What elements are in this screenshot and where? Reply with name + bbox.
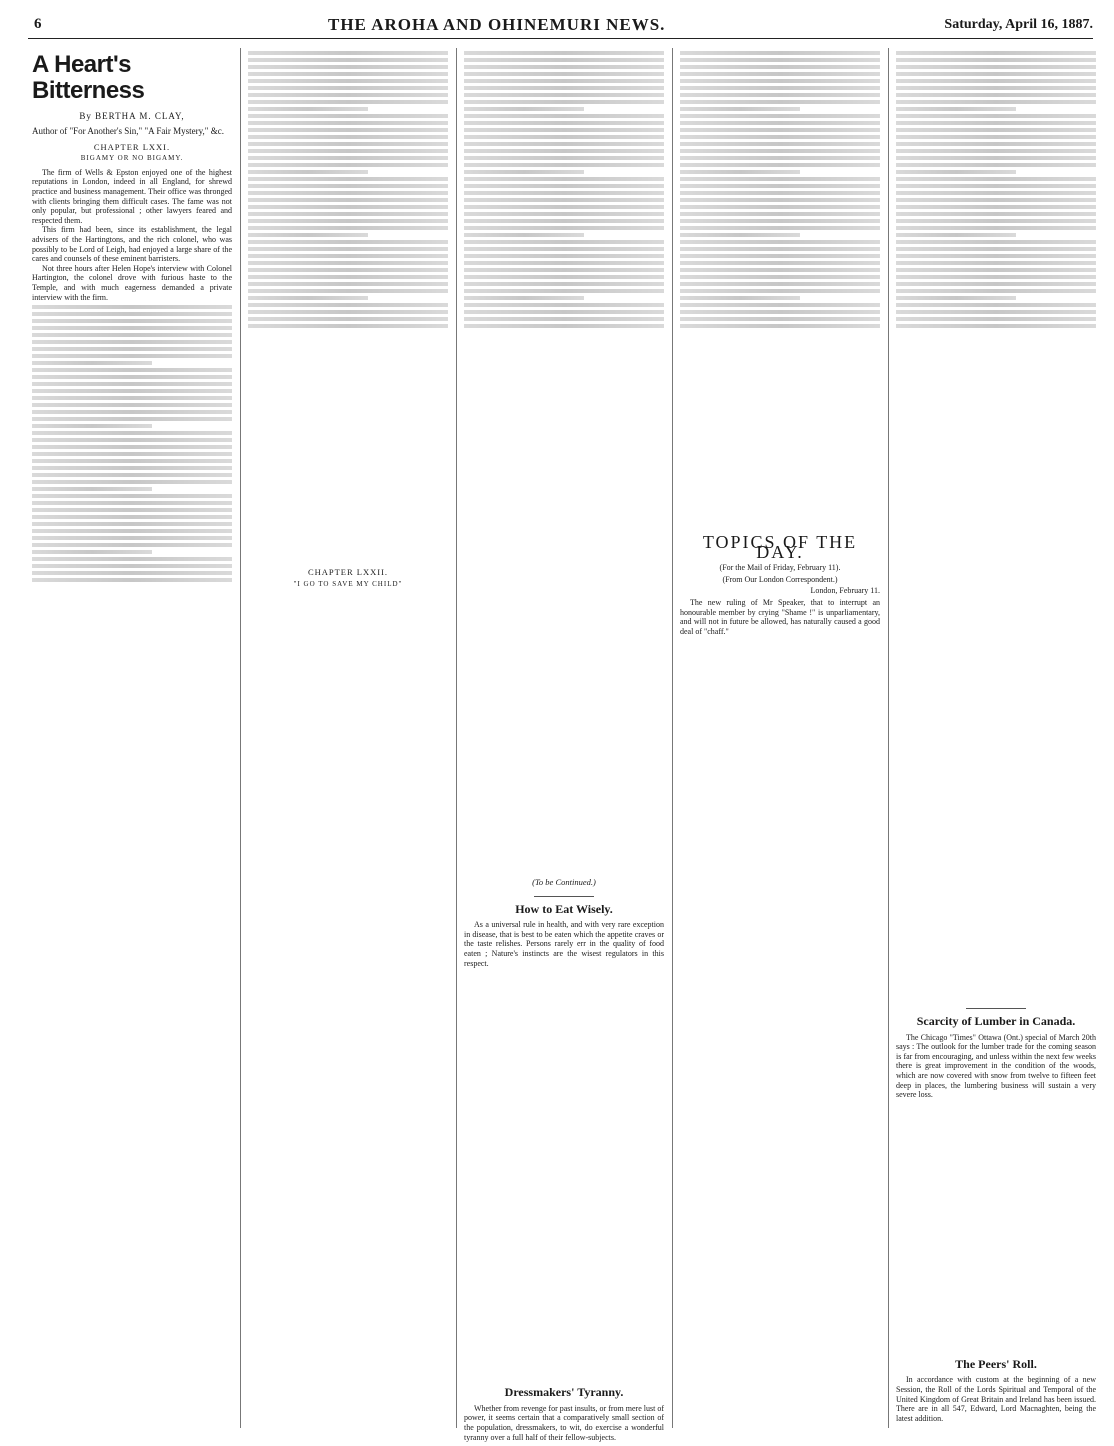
story-title: A Heart's Bitterness [32, 51, 145, 104]
separator [534, 896, 594, 897]
paragraph: The firm of Wells & Epston enjoyed one of the highest reputations in London, indeed in all England, for shrewd practice and business management. Their office was thronged with clients bringing them difficult cases. The fame was not only popular, but professional ; other lawyers feared and respected them. [32, 167, 232, 225]
separator [966, 1008, 1026, 1009]
column-1 [32, 48, 232, 1428]
chapter-heading: CHAPTER LXXII. [307, 567, 389, 577]
column-2 [248, 48, 448, 1428]
text-filler [896, 51, 1096, 328]
text-filler [32, 305, 232, 582]
article-heading: Dressmakers' Tyranny. [504, 1385, 624, 1400]
topics-heading: TOPICS OF THE DAY. [702, 532, 858, 562]
topics-subheading: (From Our London Correspondent.) [722, 574, 838, 584]
chapter-heading: CHAPTER LXXI. [93, 141, 171, 152]
continued-note: (To be Continued.) [532, 877, 596, 887]
paragraph: Not three hours after Helen Hope's interview with Colonel Hartington, the colonel drove with furious haste to the Temple, and with much eagerness demanded a private interview with the firm. [32, 263, 232, 302]
topics-subheading: (For the Mail of Friday, February 11). [719, 563, 841, 573]
paragraph: Whether from revenge for past insults, or from mere lust of power, it seems certain that a comparatively small section of the population, dressmakers, to wit, do exercise a wonderful tyranny over a full half of their fellow-subjects. [464, 1403, 664, 1442]
paragraph: In accordance with custom at the beginning of a new Session, the Roll of the Lords Spiritual and Temporal of the United Kingdom of Great Britain and Ireland has been issued. There are in all 547, Edward, Lord Macnaghten, being the latest addition. [896, 1375, 1096, 1423]
paragraph: The Chicago "Times" Ottawa (Ont.) special of March 20th says : The outlook for the lumber trade for the coming season is far from encouraging, and unless within the next few weeks there is great improvement in the condition of the woods, which are now covered with snow from twelve to fifteen feet deep in places, the lumbering business will sustain a very severe loss. [896, 1032, 1096, 1100]
byline: By BERTHA M. CLAY, [79, 111, 185, 121]
author-note: Author of "For Another's Sin," "A Fair Mystery," &c. [32, 125, 224, 136]
column-rule [672, 48, 673, 1428]
issue-date: Saturday, April 16, 1887. [944, 17, 1093, 32]
masthead [28, 14, 1093, 39]
newspaper-title: THE AROHA AND OHINEMURI NEWS. [328, 15, 666, 34]
paragraph: The new ruling of Mr Speaker, that to interrupt an honourable member by crying "Shame !" is unparliamentary, and will not in future be allowed, has naturally caused a good deal of "chaff." [680, 597, 880, 636]
article-heading: Scarcity of Lumber in Canada. [916, 1014, 1076, 1028]
column-3 [464, 48, 664, 1442]
column-rule [888, 48, 889, 1428]
text-filler [464, 51, 664, 328]
newspaper-page [28, 14, 1096, 1442]
dateline: London, February 11. [810, 586, 880, 596]
article-heading: The Peers' Roll. [955, 1356, 1037, 1371]
page-number: 6 [34, 16, 42, 32]
chapter-subheading: "I GO TO SAVE MY CHILD" [293, 579, 403, 588]
article-heading: How to Eat Wisely. [515, 901, 613, 916]
chapter-subheading: BIGAMY OR NO BIGAMY. [80, 154, 184, 163]
column-rule [456, 48, 457, 1428]
column-4 [680, 48, 880, 1428]
column-rule [240, 48, 241, 1428]
paragraph: As a universal rule in health, and with very rare exception in disease, that is best to be eaten which the appetite craves or the taste relishes. Persons rarely err in the quality of food eaten ; Nature's instincts are the wisest regulators in this respect. [464, 920, 664, 968]
text-filler [248, 51, 448, 328]
text-filler [680, 51, 880, 328]
column-5 [896, 48, 1096, 1428]
paragraph: This firm had been, since its establishment, the legal advisers of the Hartingtons, and the rich colonel, who was possibly to be Lord of Leigh, had enjoyed a large share of the cares and counsels of these eminent barristers. [32, 225, 232, 264]
